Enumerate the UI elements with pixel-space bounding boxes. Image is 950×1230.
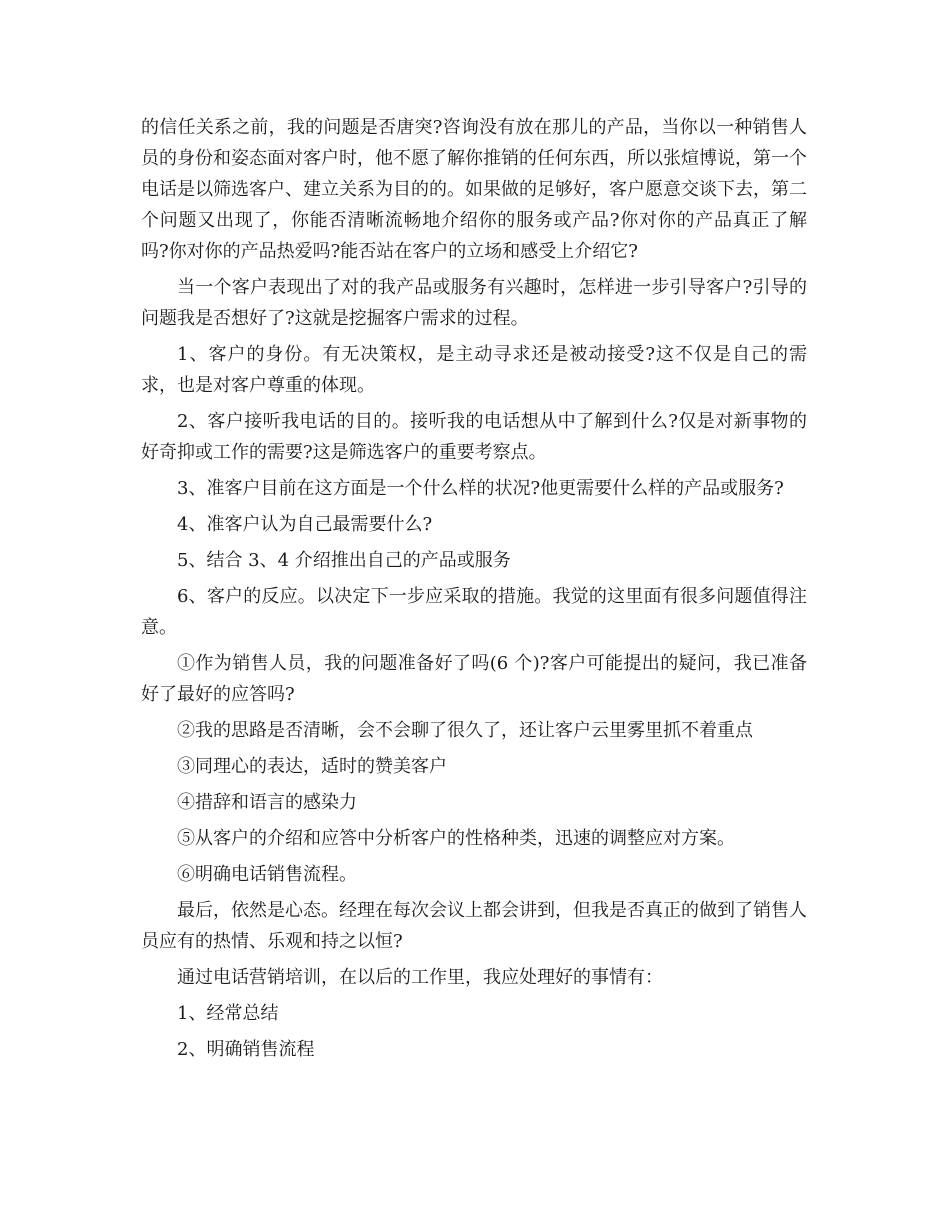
paragraph-mindset: 最后，依然是心态。经理在每次会议上都会讲到，但我是否真正的做到了销售人员应有的热情、乐观和持之以恒?: [141, 900, 807, 952]
todo-item-1: 1、经常总结: [177, 1003, 279, 1024]
paragraph-customer-interest: 当一个客户表现出了对的我产品或服务有兴趣时，怎样进一步引导客户?引导的问题我是否想好了?这就是挖掘客户需求的过程。: [141, 277, 807, 329]
circled-item-1: ①作为销售人员，我的问题准备好了吗(6 个)?客户可能提出的疑问，我已准备好了最好的应答吗?: [141, 653, 807, 705]
list-item-3-status: 3、准客户目前在这方面是一个什么样的状况?他更需要什么样的产品或服务?: [177, 478, 784, 499]
paragraph-training-summary: 通过电话营销培训，在以后的工作里，我应处理好的事情有：: [177, 967, 663, 988]
list-item-1-identity: 1、客户的身份。有无决策权，是主动寻求还是被动接受?这不仅是自己的需求，也是对客户尊重的体现。: [141, 344, 807, 396]
list-item-6-reaction: 6、客户的反应。以决定下一步应采取的措施。我觉的这里面有很多问题值得注意。: [141, 586, 807, 638]
document-body: [141, 112, 807, 1070]
circled-item-5: ⑤从客户的介绍和应答中分析客户的性格种类，迅速的调整应对方案。: [177, 828, 735, 849]
list-item-2-purpose: 2、客户接听我电话的目的。接听我的电话想从中了解到什么?仅是对新事物的好奇抑或工作的需要?这是筛选客户的重要考察点。: [141, 411, 807, 463]
circled-item-6: ⑥明确电话销售流程。: [177, 864, 357, 885]
todo-item-2: 2、明确销售流程: [177, 1039, 315, 1060]
circled-item-2: ②我的思路是否清晰，会不会聊了很久了，还让客户云里雾里抓不着重点: [177, 720, 753, 741]
paragraph-continuation: 的信任关系之前，我的问题是否唐突?咨询没有放在那儿的产品，当你以一种销售人员的身份和姿态面对客户时，他不愿了解你推销的任何东西，所以张煊博说，第一个电话是以筛选客户、建立关系为目的的。如果做的足够好，客户愿意交谈下去，第二个问题又出现了，你能否清晰流畅地介绍你的服务或产品?你对你的产品真正了解吗?你对你的产品热爱吗?能否站在客户的立场和感受上介绍它?: [141, 117, 807, 262]
circled-item-3: ③同理心的表达，适时的赞美客户: [177, 756, 447, 777]
circled-item-4: ④措辞和语言的感染力: [177, 792, 357, 813]
list-item-5-introduce: 5、结合 3、4 介绍推出自己的产品或服务: [177, 550, 511, 571]
list-item-4-needs: 4、准客户认为自己最需要什么?: [177, 514, 433, 535]
